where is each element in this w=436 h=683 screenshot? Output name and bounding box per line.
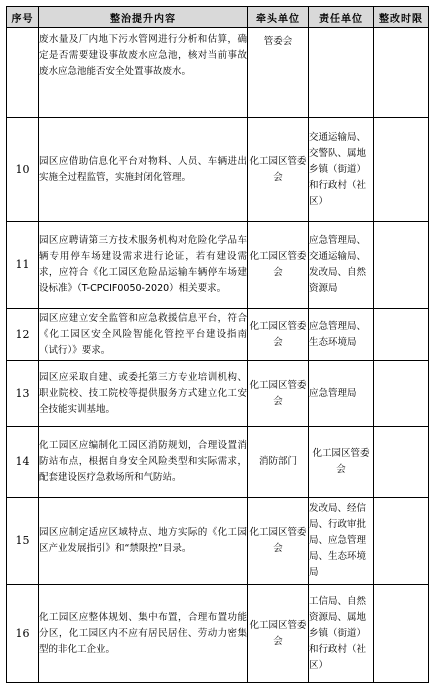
header-responsible-unit: 责任单位 <box>309 7 374 28</box>
row-deadline <box>374 585 429 683</box>
row-responsible-unit: 应急管理局 <box>309 361 374 427</box>
row-lead-unit: 化工园区管委会 <box>248 222 309 309</box>
row-serial <box>7 28 39 118</box>
row-deadline <box>374 28 429 118</box>
row-serial: 13 <box>7 361 39 427</box>
table-row <box>7 28 429 118</box>
row-lead-unit: 化工园区管委会 <box>248 361 309 427</box>
table-row <box>7 498 429 585</box>
row-deadline <box>374 309 429 361</box>
header-serial: 序号 <box>7 7 39 28</box>
row-serial: 11 <box>7 222 39 309</box>
row-content: 化工园区应编制化工园区消防规划，合理设置消防站布点，根据自身安全风险类型和实际需求，配套建设医疗急救场所和气防站。 <box>39 427 248 498</box>
table-row <box>7 118 429 222</box>
row-deadline <box>374 118 429 222</box>
row-serial: 15 <box>7 498 39 585</box>
table-row <box>7 427 429 498</box>
row-lead-unit: 管委会 <box>248 28 309 118</box>
row-serial: 16 <box>7 585 39 683</box>
row-responsible-unit: 化工园区管委会 <box>309 427 374 498</box>
row-content: 废水量及厂内地下污水管网进行分析和估算，确定是否需要建设事故废水应急池，核对当前事故废水应急池能否安全处置事故废水。 <box>39 28 248 118</box>
row-deadline <box>374 498 429 585</box>
row-content: 园区应采取自建、或委托第三方专业培训机构、职业院校、技工院校等提供服务方式建立化工安全技能实训基地。 <box>39 361 248 427</box>
table-row <box>7 309 429 361</box>
row-serial: 10 <box>7 118 39 222</box>
row-deadline <box>374 222 429 309</box>
row-content: 园区应聘请第三方技术服务机构对危险化学品车辆专用停车场建设需求进行论证，若有建设需求，应符合《化工园区危险品运输车辆停车场建设标准》（T-CPCIF0050-2020）相关要求。 <box>39 222 248 309</box>
row-responsible-unit: 应急管理局、交通运输局、发改局、自然资源局 <box>309 222 374 309</box>
row-lead-unit: 化工园区管委会 <box>248 118 309 222</box>
header-content: 整治提升内容 <box>39 7 248 28</box>
row-serial: 14 <box>7 427 39 498</box>
header-lead-unit: 牵头单位 <box>248 7 309 28</box>
table-header-row <box>7 7 429 28</box>
row-responsible-unit <box>309 28 374 118</box>
row-responsible-unit: 交通运输局、交警队、属地乡镇（街道）和行政村（社区） <box>309 118 374 222</box>
header-deadline: 整改时限 <box>374 7 429 28</box>
table-row <box>7 361 429 427</box>
row-responsible-unit: 应急管理局、生态环境局 <box>309 309 374 361</box>
table-row <box>7 222 429 309</box>
rectification-table <box>6 6 429 683</box>
row-responsible-unit: 发改局、经信局、行政审批局、应急管理局、生态环境局 <box>309 498 374 585</box>
row-content: 园区应借助信息化平台对物料、人员、车辆进出实施全过程监管，实施封闭化管理。 <box>39 118 248 222</box>
row-deadline <box>374 427 429 498</box>
row-lead-unit: 化工园区管委会 <box>248 309 309 361</box>
table-row <box>7 585 429 683</box>
row-serial: 12 <box>7 309 39 361</box>
row-content: 化工园区应整体规划、集中布置，合理布置功能分区，化工园区内不应有居民居住、劳动力密集型的非化工企业。 <box>39 585 248 683</box>
row-responsible-unit: 工信局、自然资源局、属地乡镇（街道）和行政村（社区） <box>309 585 374 683</box>
row-content: 园区应制定适应区域特点、地方实际的《化工园区产业发展指引》和“禁限控”目录。 <box>39 498 248 585</box>
row-lead-unit: 消防部门 <box>248 427 309 498</box>
row-content: 园区应建立安全监管和应急救援信息平台，符合《化工园区安全风险智能化管控平台建设指南（试行）》要求。 <box>39 309 248 361</box>
row-lead-unit: 化工园区管委会 <box>248 585 309 683</box>
row-deadline <box>374 361 429 427</box>
row-lead-unit: 化工园区管委会 <box>248 498 309 585</box>
